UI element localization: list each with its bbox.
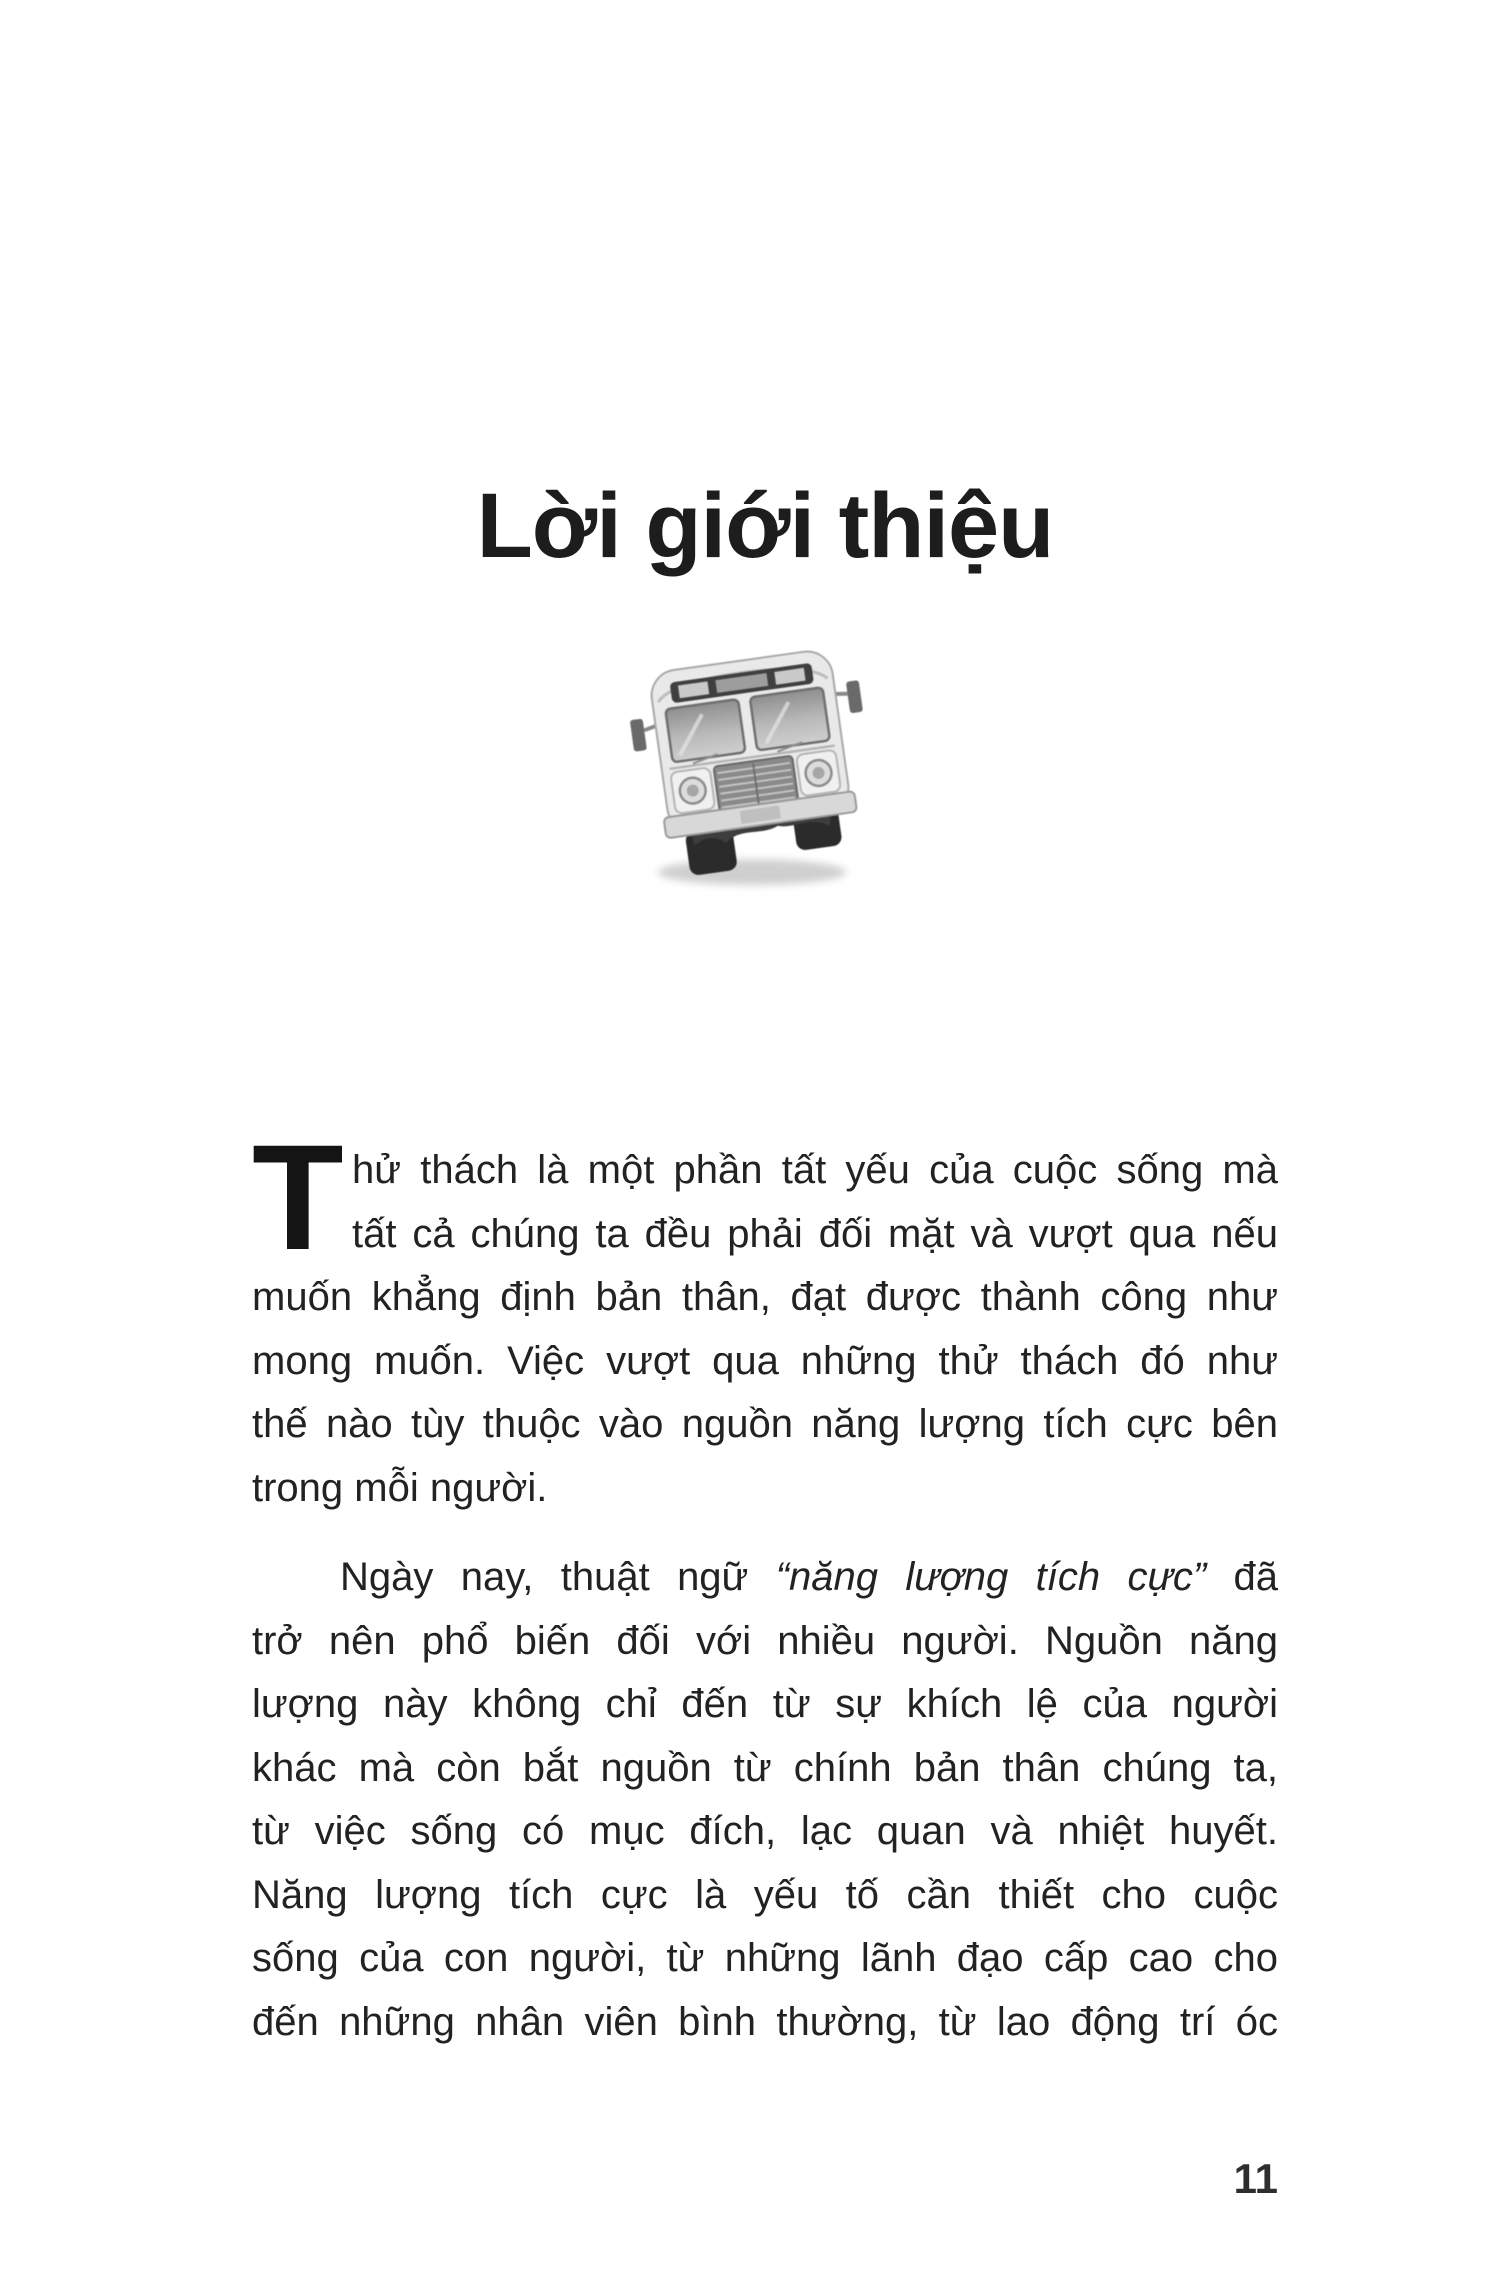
school-bus-illustration: [625, 645, 883, 895]
text-line: từ việc sống có mục đích, lạc quan và nhiệt huyết.: [252, 1809, 1278, 1853]
text-line: thế nào tùy thuộc vào nguồn năng lượng tích cực bên: [252, 1402, 1278, 1446]
text-line: lượng này không chỉ đến từ sự khích lệ của người: [252, 1682, 1278, 1726]
text-line: Ngày nay, thuật ngữ “năng lượng tích cực” đã: [340, 1555, 1279, 1599]
text-line: trong mỗi người.: [252, 1465, 548, 1510]
body-text: [252, 1113, 1279, 2054]
drop-cap: T: [252, 1113, 344, 1281]
school-bus-image: [625, 645, 883, 895]
paragraph: [252, 1113, 1278, 1520]
text-line: khác mà còn bắt nguồn từ chính bản thân chúng ta,: [252, 1745, 1278, 1790]
text-line: mong muốn. Việc vượt qua những thử thách đó như: [252, 1338, 1278, 1383]
page-number: 11: [1233, 2155, 1278, 2202]
text-line: tất cả chúng ta đều phải đối mặt và vượt qua nếu: [352, 1211, 1278, 1256]
text-line: muốn khẳng định bản thân, đạt được thành công như: [252, 1275, 1278, 1319]
text-line: Năng lượng tích cực là yếu tố cần thiết cho cuộc: [252, 1872, 1278, 1917]
paragraph: [252, 1546, 1278, 2054]
text-line: sống của con người, từ những lãnh đạo cấp cao cho: [252, 1936, 1278, 1980]
bus-body-group: [625, 645, 882, 881]
text-line: đến những nhân viên bình thường, từ lao động trí óc: [252, 1999, 1278, 2044]
bus-shadow: [658, 859, 847, 885]
text-line: hử thách là một phần tất yếu của cuộc sống mà: [352, 1148, 1278, 1192]
text-line: trở nên phổ biến đối với nhiều người. Nguồn năng: [252, 1618, 1278, 1663]
chapter-title: Lời giới thiệu: [476, 474, 1054, 577]
